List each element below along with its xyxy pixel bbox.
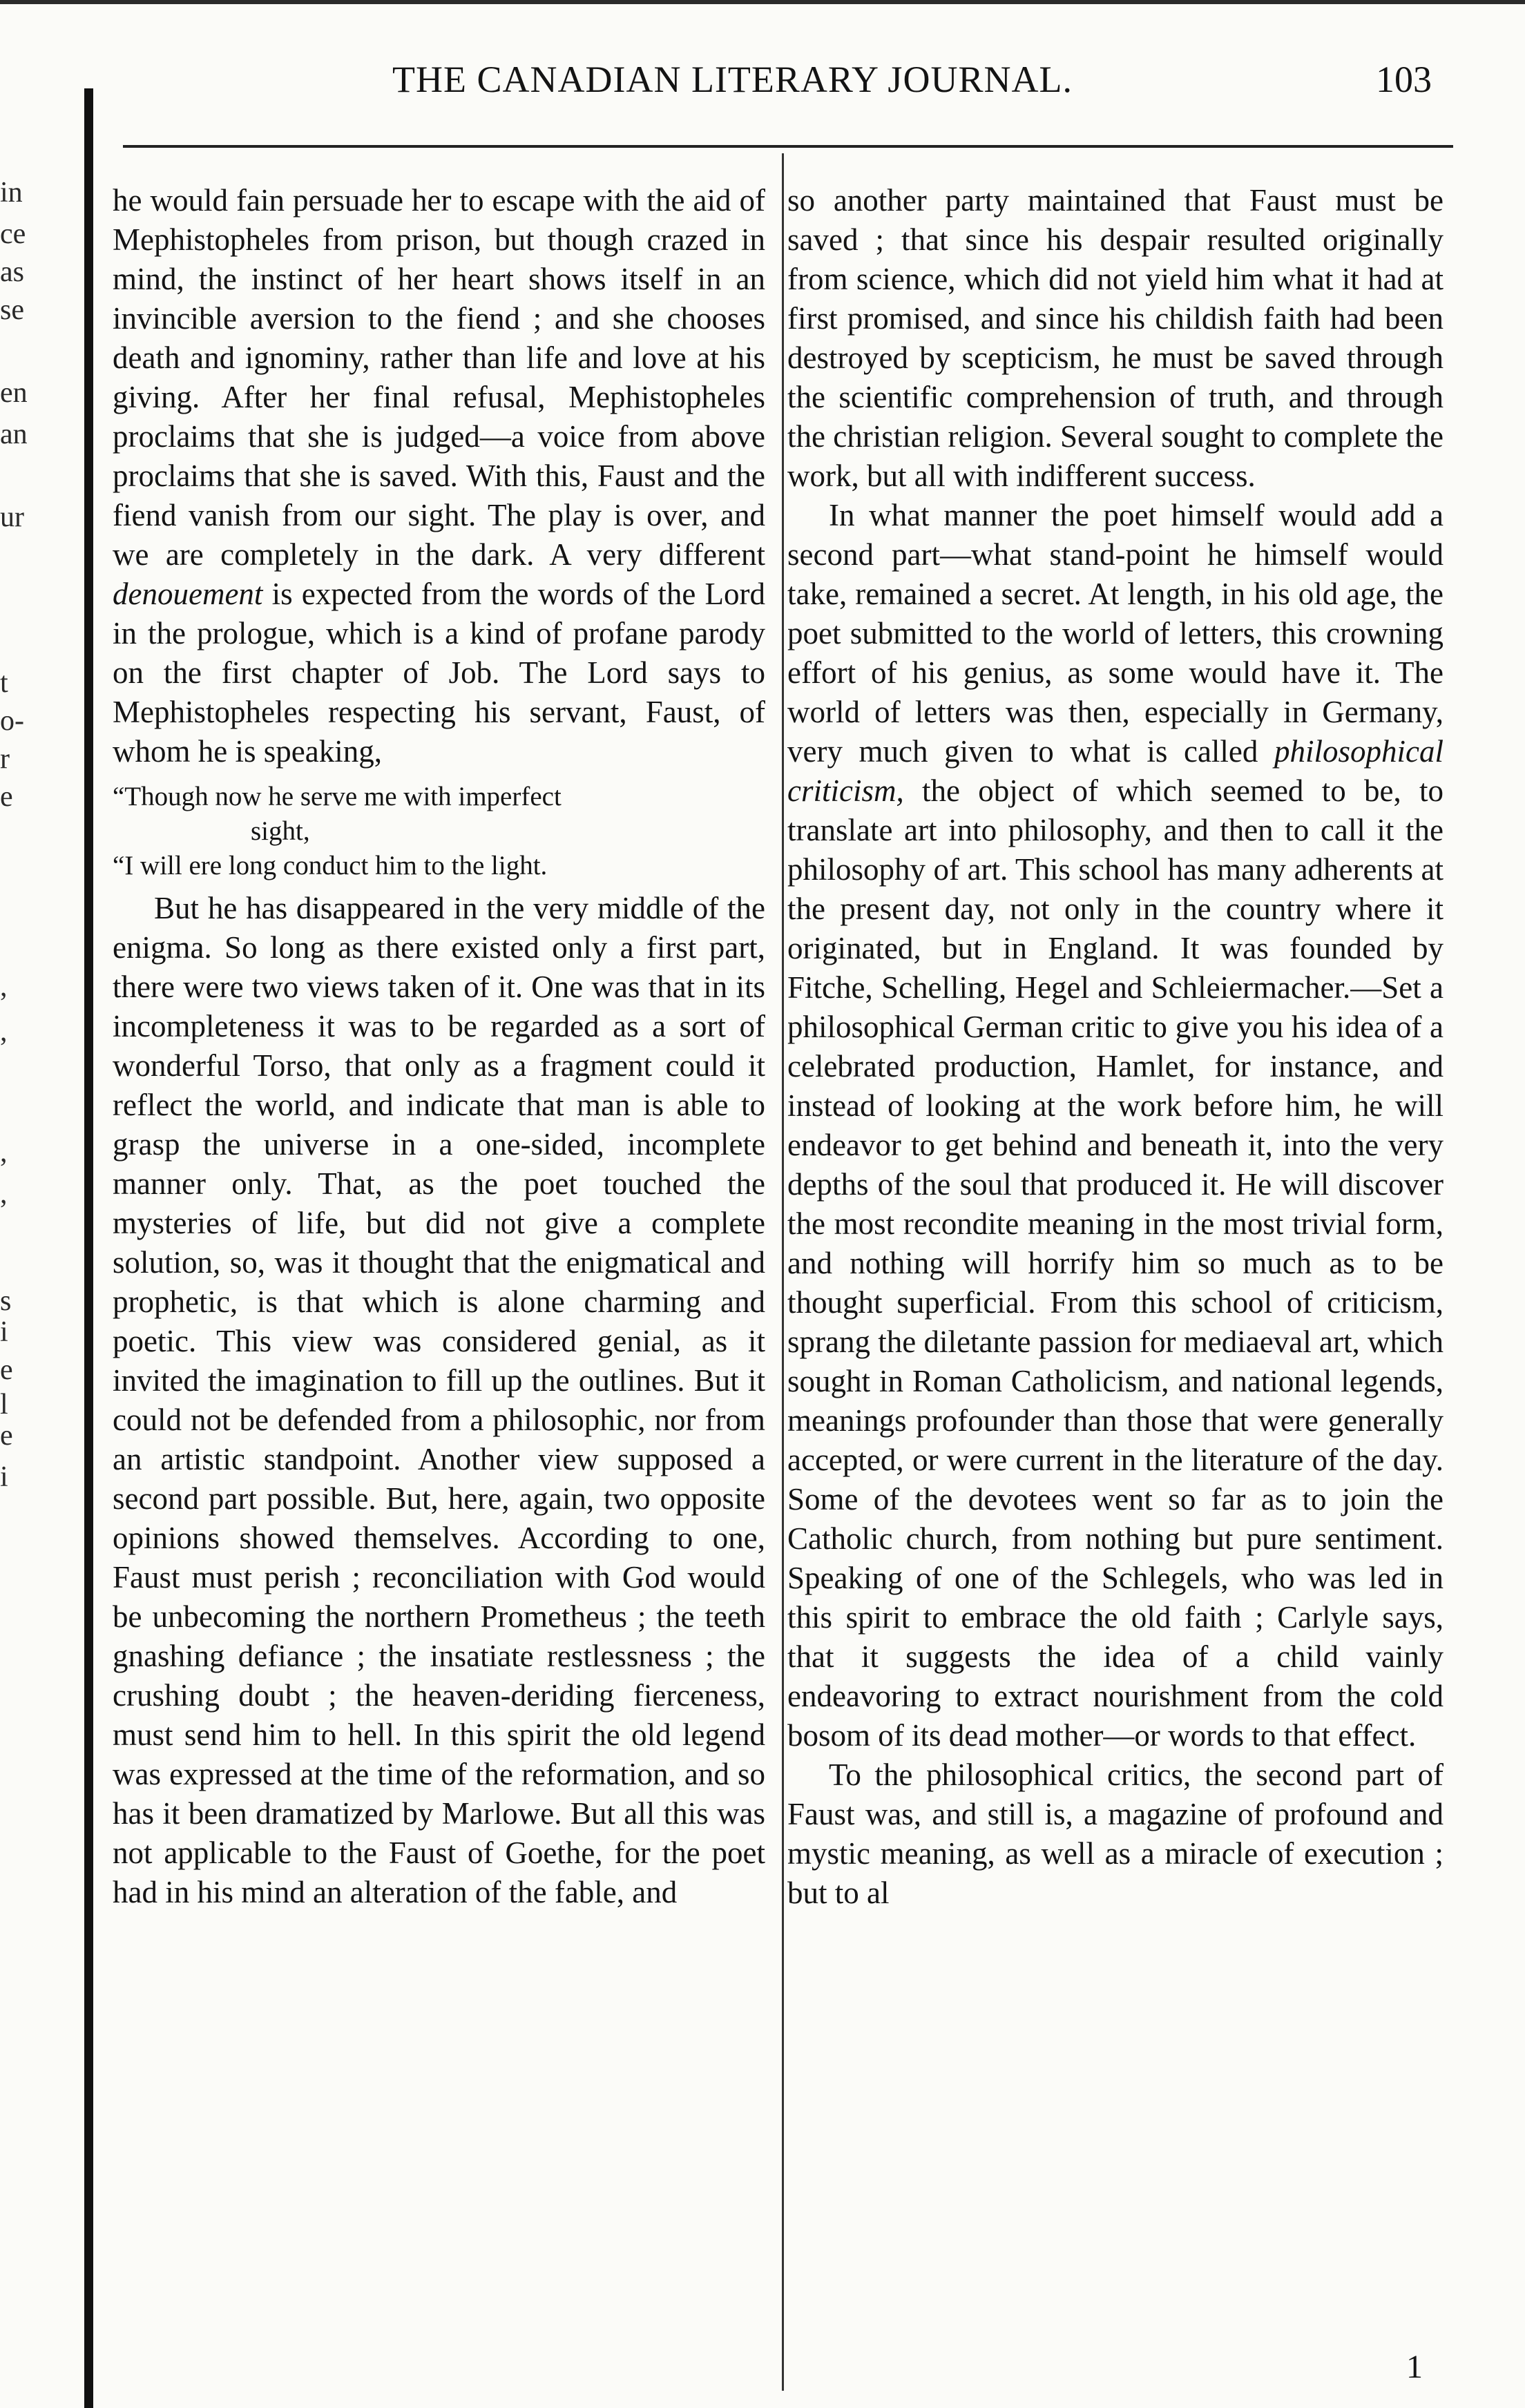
margin-fragment: , <box>0 1137 8 1168</box>
left-paragraph-1 <box>113 181 765 771</box>
signature-mark: 1 <box>1406 2349 1423 2385</box>
left-paragraph-1-text: he would fain persuade her to escape with the aid of Mephistopheles from prison, but though crazed in mind, the instinct of her heart shows itself in an invincible aversion to the fiend ; and she chooses death and ignominy, rather than life and love at his giving. After her final refusal, Mephistopheles proclaims that she is judged—a voice from above proclaims that she is saved. With this, Faust and the fiend vanish from our sight. The play is over, and we are completely in the dark. A very different <box>113 183 765 572</box>
verse-quote <box>113 780 765 883</box>
column-divider <box>782 153 784 2391</box>
margin-fragment: i <box>0 1316 8 1348</box>
margin-fragment: ce <box>0 218 26 250</box>
margin-fragment: e <box>0 781 13 813</box>
margin-fragment: , <box>0 1178 8 1210</box>
margin-fragment: se <box>0 294 24 326</box>
header-rule <box>123 145 1453 148</box>
left-column <box>113 181 765 1912</box>
margin-fragment: as <box>0 256 24 288</box>
page-number: 103 <box>1376 59 1432 100</box>
margin-fragment: in <box>0 177 23 209</box>
left-paragraph-1-end: is expected from the words of the Lord in the prologue, which is a kind of profane parody on the first chapter of Job. The Lord says to Mephistopheles respecting his servant, Faust, of whom he is speaking, <box>113 577 765 769</box>
verse-line-2: “I will ere long conduct him to the light. <box>113 851 548 880</box>
running-header <box>0 58 1525 106</box>
margin-fragment: , <box>0 971 8 1003</box>
margin-fragment: s <box>0 1285 12 1317</box>
margin-fragment: ur <box>0 501 24 533</box>
margin-fragment: e <box>0 1354 13 1386</box>
margin-fragment: , <box>0 1016 8 1048</box>
verse-line-1: “Though now he serve me with imperfect <box>113 782 562 811</box>
margin-fragment: o- <box>0 705 24 737</box>
right-paragraph-2-end: the object of which seemed to be, to translate art into philosophy, and then to call it the philosophy of art. This school has many adherents at the present day, not only in the country where it originated, but in England. It was founded by Fitche, Schelling, Hegel and Schleiermacher.—Set a philosophical German critic to give you his idea of a celebrated production, Hamlet, for instance, and instead of looking at the work before him, he will endeavor to get behind and beneath it, into the very depths of the soul that produced it. He will discover the most recondite meaning in the most trivial form, and nothing will horrify him so much as to be thought superficial. From this school of criticism, sprang the diletante passion for mediaeval art, which sought in Roman Catholicism, and national legends, meanings profounder than those that were generally accepted, or were current in the literature of the day. Some of the devotees went so far as to join the Catholic church, from nothing but pure sentiment. Speaking of one of the Schlegels, who was led in this spirit to embrace the old faith ; Carlyle says, that it suggests the idea of a child vainly endeavoring to extract nourishment from the cold bosom of its dead mother—or words to that effect. <box>787 773 1444 1753</box>
verse-line-1-continuation: sight, <box>251 816 310 846</box>
margin-fragment: t <box>0 667 8 699</box>
left-binding-rule <box>84 88 93 2408</box>
margin-fragment: en <box>0 377 28 409</box>
margin-fragment: i <box>0 1461 8 1493</box>
right-column <box>787 181 1444 1913</box>
margin-fragment: e <box>0 1420 13 1452</box>
italic-denouement: denouement <box>113 577 263 611</box>
right-paragraph-2-text: In what manner the poet himself would add a second part—what stand-point he himself would take, remained a secret. At length, in his old age, the poet submitted to the world of letters, this crowning effort of his genius, as some would have it. The world of letters was then, especially in Germany, very much given to what is called <box>787 498 1444 769</box>
right-paragraph-3: To the philosophical critics, the second part of Faust was, and still is, a magazine of profound and mystic meaning, as well as a miracle of execution ; but to al <box>787 1757 1444 1910</box>
journal-title: THE CANADIAN LITERARY JOURNAL. <box>392 59 1073 100</box>
right-paragraph-2 <box>787 496 1444 1755</box>
margin-fragment: an <box>0 418 28 450</box>
margin-fragment: l <box>0 1389 8 1420</box>
page-top-edge <box>0 0 1525 4</box>
right-paragraph-1: so another party maintained that Faust must be saved ; that since his despair resulted originally from science, which did not yield him what it had at first promised, and since his childish faith had been destroyed by scepticism, he must be saved through the scientific comprehension of truth, and through the christian religion. Several sought to complete the work, but all with indifferent success. <box>787 183 1444 493</box>
italic-philosophical-criticism: philosophical criticism, <box>787 734 1444 808</box>
margin-fragment: r <box>0 743 10 775</box>
left-paragraph-2: But he has disappeared in the very middle of the enigma. So long as there existed only a first part, there were two views taken of it. One was that in its incompleteness it was to be regarded as a sort of wonderful Torso, that only as a fragment could it reflect the world, and indicate that man is able to grasp the universe in a one-sided, incomplete manner only. That, as the poet touched the mysteries of life, but did not give a complete solution, so, was it thought that the enigmatical and prophetic, is that which is alone charming and poetic. This view was considered genial, as it invited the imagination to fill up the outlines. But it could not be defended from a philosophic, nor from an artistic standpoint. Another view supposed a second part possible. But, here, again, two opposite opinions showed themselves. According to one, Faust must perish ; reconciliation with God would be unbecoming the northern Prometheus ; the teeth gnashing defiance ; the insatiate restlessness ; the crushing doubt ; the heaven-deriding fierceness, must send him to hell. In this spirit the old legend was expressed at the time of the reformation, and so has it been dramatized by Marlowe. But all this was not applicable to the Faust of Goethe, for the poet had in his mind an alteration of the fable, and <box>113 891 765 1909</box>
